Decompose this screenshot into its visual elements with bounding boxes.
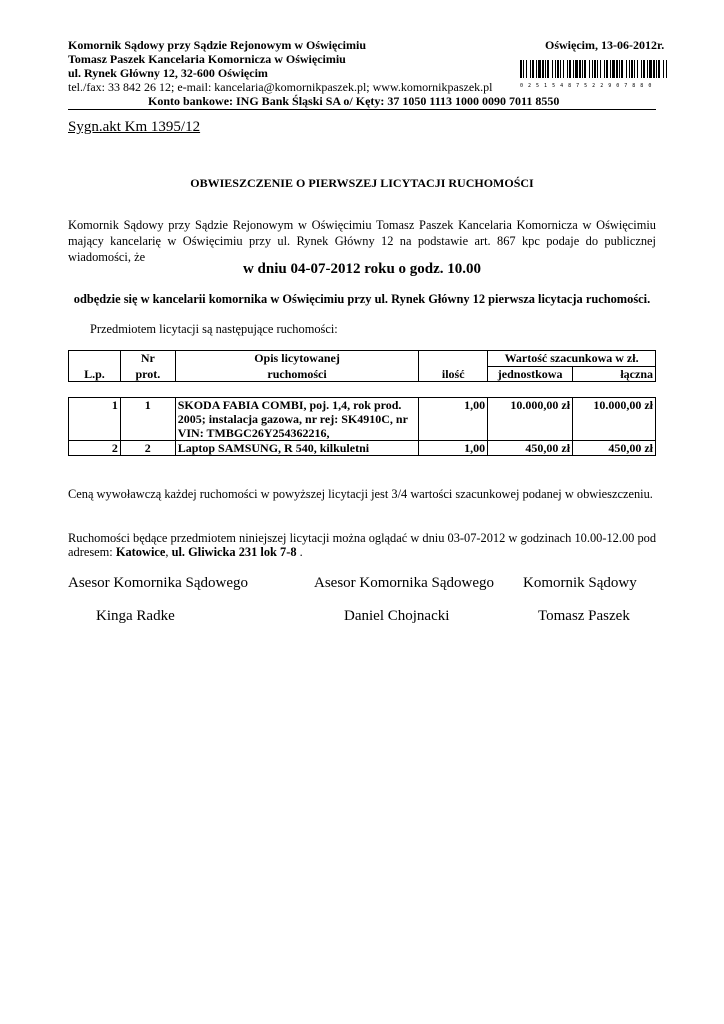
barcode-bar: [579, 60, 581, 78]
row-jednostkowa: 450,00 zł: [488, 441, 573, 456]
auction-date: w dniu 04-07-2012 roku o godz. 10.00: [242, 261, 482, 277]
row-opis: Laptop SAMSUNG, R 540, kilkuletni: [175, 441, 419, 456]
barcode-bar: [523, 60, 524, 78]
barcode-bar: [597, 60, 598, 78]
barcode-bar: [575, 60, 578, 78]
barcode-bar: [606, 60, 608, 78]
barcode-bar: [629, 60, 630, 78]
barcode-bar: [612, 60, 615, 78]
barcode-bar: [584, 60, 586, 78]
barcode-bar: [555, 60, 556, 78]
row-ilosc: 1,00: [419, 398, 488, 441]
row-lp: 1: [69, 398, 121, 441]
notice-title: OBWIESZCZENIE O PIERWSZEJ LICYTACJI RUCHOMOŚCI: [190, 176, 534, 190]
barcode-bar: [526, 60, 527, 78]
items-intro: Przedmiotem licytacji są następujące ruchomości:: [90, 322, 338, 336]
barcode-bar: [658, 60, 660, 78]
barcode-bar: [582, 60, 583, 78]
barcode-bar: [621, 60, 623, 78]
barcode-bar: [653, 60, 655, 78]
office-name-line1: Komornik Sądowy przy Sądzie Rejonowym w Oświęcimiu: [68, 38, 366, 52]
barcode-bar: [634, 60, 635, 78]
table-row: [69, 398, 656, 441]
header-ilosc: ilość: [419, 351, 488, 382]
signature-title: Asesor Komornika Sądowego: [68, 575, 248, 591]
barcode-bar: [641, 60, 642, 78]
barcode-bar: [520, 60, 522, 78]
header-opis: Opis licytowanej: [175, 351, 418, 367]
row-opis-line: SKODA FABIA COMBI, poj. 1,4, rok prod.: [177, 398, 402, 412]
row-nr: 2: [120, 441, 175, 456]
viewing-address-label: adresem:: [68, 545, 113, 559]
case-reference: Sygn.akt Km 1395/12: [68, 119, 201, 135]
barcode-bar: [610, 60, 611, 78]
barcode-bar: [573, 60, 574, 78]
auction-location: odbędzie się w kancelarii komornika w Oświęcimiu przy ul. Rynek Główny 12 pierwsza licytacja ruchomości.: [73, 292, 651, 306]
barcode-bar: [547, 60, 549, 78]
header-jednostkowa: jednostkowa: [488, 367, 573, 382]
row-jednostkowa: 10.000,00 zł: [488, 398, 573, 441]
row-opis-line: 2005; instalacja gazowa, nr rej: SK4910C, nr: [177, 412, 408, 426]
viewing-city: Katowice: [115, 545, 166, 559]
row-opis-line: VIN: TMBGC26Y254362216,: [177, 426, 330, 440]
signature-title: Asesor Komornika Sądowego: [314, 575, 494, 591]
barcode-bars: [520, 60, 670, 78]
barcode-bar: [567, 60, 568, 78]
bank-account: Konto bankowe: ING Bank Śląski SA o/ Kęty: 37 1050 1113 1000 0090 7011 8550: [148, 94, 560, 108]
viewing-info: Ruchomości będące przedmiotem niniejszej licytacji można oglądać w dniu 03-07-2012 w godzinach 10.00-12.00 pod: [68, 531, 657, 545]
barcode-bar: [552, 60, 553, 78]
office-address: ul. Rynek Główny 12, 32-600 Oświęcim: [68, 66, 268, 80]
header-ruchomosci: ruchomości: [175, 367, 418, 382]
header-laczna: łączna: [573, 367, 656, 382]
barcode-bar: [604, 60, 605, 78]
barcode-bar: [542, 60, 544, 78]
barcode-bar: [545, 60, 546, 78]
barcode-bar: [663, 60, 664, 78]
viewing-address: adresem: Katowice, ul. Gliwicka 231 lok 7-8 .: [68, 545, 303, 559]
items-table: [68, 397, 656, 456]
barcode-bar: [532, 60, 534, 78]
header-prot: prot.: [120, 367, 175, 382]
header-wartosc: Wartość szacunkowa w zł.: [488, 351, 656, 367]
table-row: [69, 441, 656, 456]
barcode-bar: [643, 60, 645, 78]
place-date: Oświęcim, 13-06-2012r.: [545, 38, 665, 52]
viewing-street: ul. Gliwicka 231 lok 7-8: [171, 545, 297, 559]
barcode-bar: [592, 60, 593, 78]
row-laczna: 450,00 zł: [573, 441, 656, 456]
header-lp: L.p.: [69, 351, 121, 382]
row-ilosc: 1,00: [419, 441, 488, 456]
row-opis: [175, 398, 419, 441]
barcode-bar: [600, 60, 601, 78]
row-laczna: 10.000,00 zł: [573, 398, 656, 441]
barcode-bar: [616, 60, 618, 78]
barcode-bar: [563, 60, 564, 78]
barcode-bar: [594, 60, 596, 78]
signature-name: Tomasz Paszek: [538, 608, 630, 624]
office-contact: tel./fax: 33 842 26 12; e-mail: kancelaria@komornikpaszek.pl; www.komornikpaszek.pl: [68, 80, 493, 94]
barcode-bar: [649, 60, 652, 78]
header-nr: Nr: [120, 351, 175, 367]
barcode-bar: [656, 60, 657, 78]
barcode-bar: [666, 60, 667, 78]
barcode-bar: [631, 60, 633, 78]
barcode-bar: [619, 60, 620, 78]
barcode-bar: [589, 60, 590, 78]
barcode-bar: [536, 60, 537, 78]
barcode: [520, 60, 670, 89]
items-table-header: [68, 350, 656, 382]
barcode-bar: [569, 60, 571, 78]
barcode-number: 0 2 5 1 5 4 8 7 5 2 2 9 0 7 8 8 0: [520, 83, 653, 89]
row-lp: 2: [69, 441, 121, 456]
barcode-bar: [530, 60, 531, 78]
barcode-bar: [637, 60, 638, 78]
barcode-bar: [538, 60, 541, 78]
signature-name: Kinga Radke: [96, 608, 175, 624]
barcode-bar: [560, 60, 561, 78]
row-nr: 1: [120, 398, 175, 441]
signature-title: Komornik Sądowy: [523, 575, 637, 591]
barcode-bar: [557, 60, 559, 78]
barcode-bar: [647, 60, 648, 78]
viewing-end: .: [296, 545, 303, 559]
header-divider: [68, 109, 656, 110]
office-name-line2: Tomasz Paszek Kancelaria Komornicza w Oświęcimiu: [68, 52, 346, 66]
barcode-bar: [626, 60, 627, 78]
signature-name: Daniel Chojnacki: [344, 608, 450, 624]
notice-intro: Komornik Sądowy przy Sądzie Rejonowym w Oświęcimiu Tomasz Paszek Kancelaria Komornicza w Oświęcimiu mający kancelarię w Oświęcimiu przy ul. Rynek Główny 12 na podstawie art. 867 kpc podaje do publicznej wiadomości, że: [68, 218, 656, 264]
starting-price-note: Ceną wywoławczą każdej ruchomości w powyższej licytacji jest 3/4 wartości szacunkowej podanej w obwieszczeniu.: [68, 487, 653, 501]
